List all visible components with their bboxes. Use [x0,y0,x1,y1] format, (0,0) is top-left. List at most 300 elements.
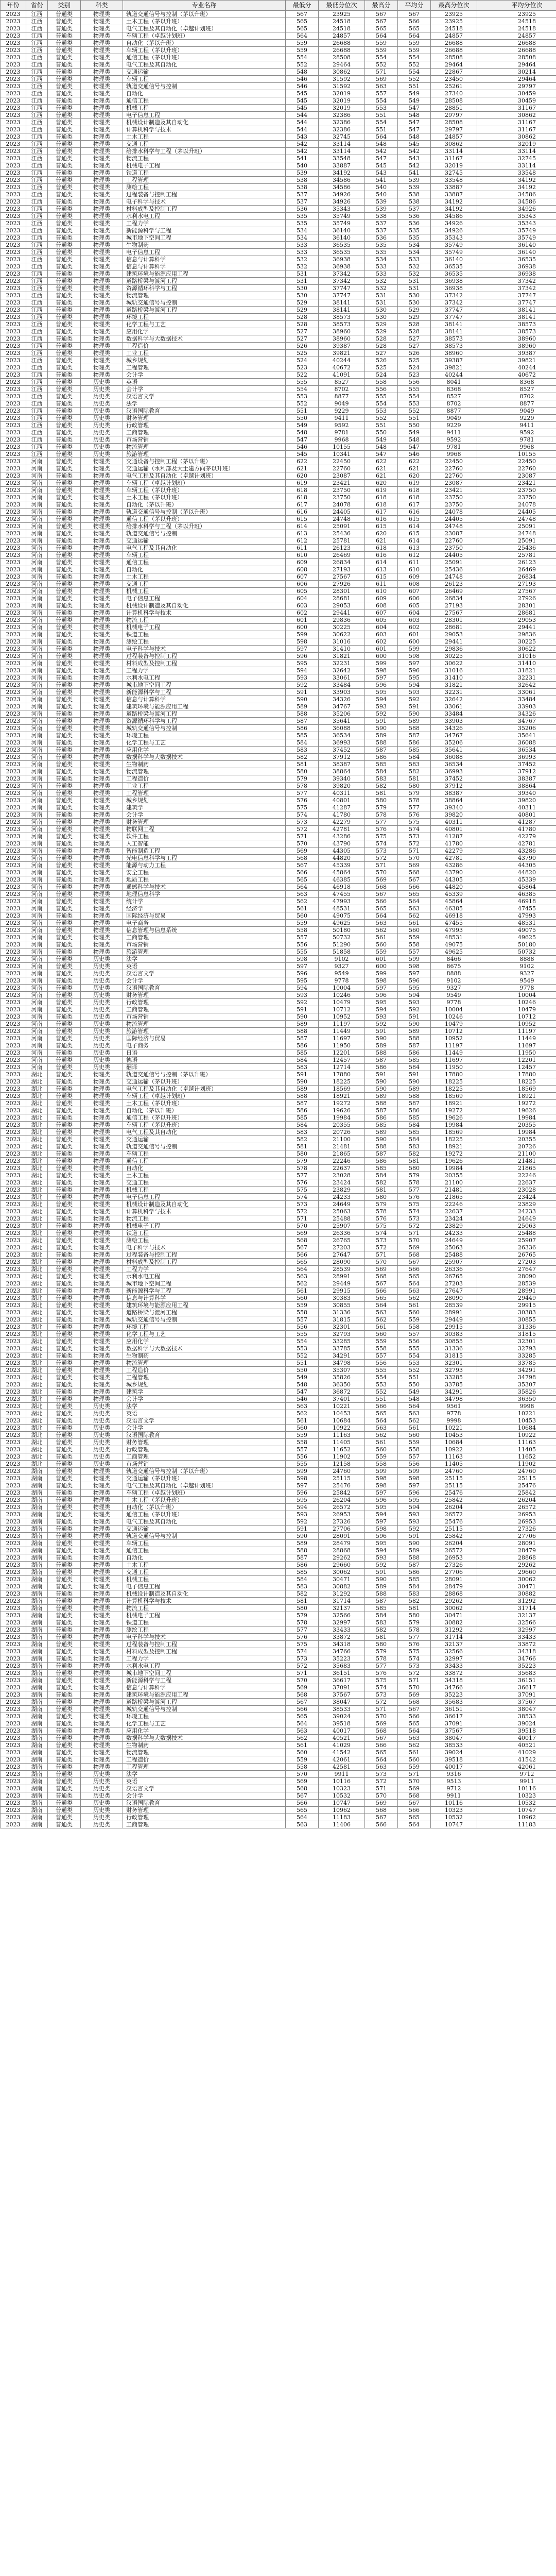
cell-category: 普通类 [48,884,81,891]
cell-major: 测绘工程 [123,638,286,646]
cell-min-score: 597 [286,1482,319,1489]
cell-subject: 物理类 [81,314,123,321]
table-row [1,299,556,307]
cell-max-rank: 18225 [431,1086,477,1093]
cell-province: 江西 [26,105,48,112]
cell-category: 普通类 [48,393,81,400]
cell-subject: 物理类 [81,848,123,855]
cell-max-rank: 9316 [431,1771,477,1778]
cell-province: 湖北 [26,1071,48,1078]
cell-avg-rank: 41780 [477,826,556,833]
cell-category: 普通类 [48,934,81,941]
cell-province: 河南 [26,682,48,689]
cell-min-score: 591 [286,689,319,696]
cell-category: 普通类 [48,263,81,270]
cell-max-rank: 10684 [431,1439,477,1446]
cell-min-rank: 37452 [319,747,365,754]
cell-year: 2023 [1,1360,26,1367]
cell-major: 英语 [123,963,286,970]
cell-max-score: 554 [365,400,398,408]
cell-subject: 物理类 [81,1316,123,1324]
cell-province: 河南 [26,920,48,927]
cell-min-score: 528 [286,314,319,321]
header-major: 专业名称 [123,1,286,11]
cell-major: 交通设备与控制工程（茅以升班） [123,458,286,465]
cell-major: 电子商务 [123,920,286,927]
cell-avg-rank: 38573 [477,321,556,328]
cell-major: 电气工程及其自动化 [123,1129,286,1136]
cell-major: 通信工程（茅以升班） [123,516,286,523]
cell-year: 2023 [1,90,26,97]
cell-subject: 物理类 [81,761,123,768]
cell-max-rank: 25476 [431,1489,477,1497]
cell-subject: 物理类 [81,1158,123,1165]
cell-min-score: 589 [286,703,319,710]
cell-major: 信息与计算科学 [123,1295,286,1302]
cell-major: 应用化学 [123,1727,286,1735]
cell-subject: 物理类 [81,739,123,747]
cell-subject: 物理类 [81,270,123,278]
cell-year: 2023 [1,170,26,177]
cell-avg-score: 585 [398,1057,431,1064]
cell-year: 2023 [1,220,26,227]
cell-max-score: 573 [365,1691,398,1699]
cell-year: 2023 [1,422,26,429]
cell-avg-score: 576 [398,1194,431,1201]
cell-max-rank: 10221 [431,1425,477,1432]
table-row [1,1352,556,1360]
cell-year: 2023 [1,1273,26,1280]
cell-min-rank: 36938 [319,256,365,263]
cell-max-score: 594 [365,1511,398,1518]
cell-year: 2023 [1,941,26,948]
cell-min-score: 583 [286,1064,319,1071]
cell-avg-score: 614 [398,523,431,530]
cell-province: 江西 [26,400,48,408]
cell-subject: 物理类 [81,1497,123,1504]
cell-major: 材料成型及控制工程 [123,206,286,213]
cell-year: 2023 [1,227,26,234]
cell-province: 江西 [26,227,48,234]
cell-min-rank: 31336 [319,1309,365,1316]
cell-major: 信息与计算科学 [123,263,286,270]
cell-max-rank: 26123 [431,581,477,588]
cell-max-score: 564 [365,1302,398,1309]
cell-major: 工程管理 [123,1374,286,1381]
cell-max-rank: 24857 [431,32,477,40]
cell-min-rank: 20355 [319,1122,365,1129]
cell-max-score: 537 [365,220,398,227]
cell-subject: 物理类 [81,573,123,581]
cell-min-score: 621 [286,465,319,472]
cell-avg-rank: 22246 [477,1172,556,1179]
cell-category: 普通类 [48,1287,81,1295]
table-row [1,1663,556,1670]
cell-avg-score: 548 [398,1396,431,1403]
cell-subject: 物理类 [81,905,123,912]
cell-max-score: 563 [365,1425,398,1432]
cell-category: 普通类 [48,1042,81,1049]
table-row [1,141,556,148]
cell-min-score: 575 [286,804,319,811]
cell-min-score: 589 [286,1540,319,1547]
cell-avg-score: 596 [398,667,431,674]
cell-min-score: 558 [286,1764,319,1771]
cell-year: 2023 [1,1129,26,1136]
cell-year: 2023 [1,1150,26,1158]
cell-major: 铁道工程 [123,1619,286,1626]
cell-year: 2023 [1,263,26,270]
cell-subject: 历史类 [81,1057,123,1064]
cell-avg-rank: 33872 [477,1641,556,1648]
table-row [1,912,556,920]
cell-min-score: 588 [286,1547,319,1554]
cell-subject: 历史类 [81,963,123,970]
cell-major: 电子科学与技术 [123,646,286,653]
cell-avg-rank: 29660 [477,1569,556,1576]
cell-max-score: 569 [365,76,398,83]
cell-province: 湖南 [26,1518,48,1526]
cell-min-score: 552 [286,1352,319,1360]
cell-max-rank: 28090 [431,1295,477,1302]
cell-year: 2023 [1,1388,26,1396]
cell-province: 湖南 [26,1684,48,1691]
cell-avg-score: 594 [398,1504,431,1511]
cell-category: 普通类 [48,602,81,609]
cell-min-score: 559 [286,1432,319,1439]
cell-min-score: 525 [286,350,319,357]
table-row [1,1511,556,1518]
cell-min-score: 614 [286,523,319,530]
table-row [1,90,556,97]
cell-avg-score: 609 [398,573,431,581]
cell-min-score: 611 [286,545,319,552]
cell-avg-score: 586 [398,739,431,747]
cell-max-score: 566 [365,1821,398,1828]
cell-min-rank: 9327 [319,963,365,970]
cell-avg-score: 598 [398,1475,431,1482]
cell-category: 普通类 [48,1215,81,1223]
cell-major: 汉语国际教育 [123,1432,286,1439]
table-row [1,1150,556,1158]
cell-min-rank: 28991 [319,1273,365,1280]
cell-major: 法学 [123,956,286,963]
cell-avg-rank: 46385 [477,891,556,898]
cell-avg-rank: 9911 [477,1778,556,1785]
cell-province: 河南 [26,934,48,941]
cell-max-rank: 34586 [431,213,477,220]
table-row [1,1771,556,1778]
table-row [1,855,556,862]
cell-max-score: 556 [365,386,398,393]
cell-min-rank: 39821 [319,350,365,357]
cell-min-score: 544 [286,126,319,133]
cell-year: 2023 [1,328,26,335]
cell-subject: 物理类 [81,1547,123,1554]
table-row [1,992,556,999]
cell-min-rank: 18921 [319,1093,365,1100]
cell-max-rank: 9998 [431,1417,477,1425]
cell-major: 工程力学 [123,1655,286,1663]
cell-year: 2023 [1,588,26,595]
cell-min-score: 561 [286,1742,319,1749]
cell-province: 湖南 [26,1792,48,1800]
cell-max-rank: 27567 [431,609,477,617]
cell-year: 2023 [1,1439,26,1446]
cell-subject: 物理类 [81,487,123,494]
cell-min-rank: 32137 [319,1605,365,1612]
cell-min-rank: 36140 [319,234,365,242]
cell-subject: 物理类 [81,826,123,833]
cell-max-score: 588 [365,1143,398,1150]
cell-year: 2023 [1,1814,26,1821]
cell-subject: 物理类 [81,1634,123,1641]
cell-avg-rank: 38141 [477,314,556,321]
cell-avg-score: 589 [398,1028,431,1035]
cell-avg-rank: 35749 [477,227,556,234]
cell-province: 湖北 [26,1331,48,1338]
table-row [1,350,556,357]
cell-subject: 物理类 [81,206,123,213]
table-row [1,1439,556,1446]
table-row [1,133,556,141]
cell-year: 2023 [1,1800,26,1807]
cell-subject: 物理类 [81,912,123,920]
cell-max-rank: 26204 [431,1540,477,1547]
cell-province: 河南 [26,804,48,811]
cell-category: 普通类 [48,1453,81,1461]
cell-min-rank: 10155 [319,444,365,451]
cell-min-score: 555 [286,1331,319,1338]
cell-avg-score: 581 [398,775,431,783]
cell-major: 车辆工程（卓越计划班） [123,32,286,40]
cell-min-rank: 25436 [319,530,365,537]
cell-province: 江西 [26,191,48,198]
cell-avg-score: 568 [398,1699,431,1706]
cell-year: 2023 [1,509,26,516]
table-row [1,184,556,191]
cell-province: 河南 [26,696,48,703]
cell-avg-rank: 39340 [477,790,556,797]
cell-avg-score: 576 [398,811,431,819]
table-row [1,1172,556,1179]
cell-min-rank: 31292 [319,1590,365,1598]
cell-year: 2023 [1,285,26,292]
cell-subject: 物理类 [81,703,123,710]
table-row [1,227,556,234]
cell-year: 2023 [1,1821,26,1828]
cell-subject: 物理类 [81,537,123,545]
table-row [1,1259,556,1266]
cell-min-rank: 12457 [319,1057,365,1064]
cell-major: 工商管理 [123,934,286,941]
cell-max-score: 579 [365,804,398,811]
cell-province: 湖北 [26,1396,48,1403]
cell-province: 河南 [26,638,48,646]
cell-year: 2023 [1,400,26,408]
cell-avg-score: 525 [398,357,431,364]
cell-year: 2023 [1,804,26,811]
cell-category: 普通类 [48,1518,81,1526]
cell-min-score: 564 [286,32,319,40]
cell-min-rank: 32745 [319,133,365,141]
cell-avg-score: 616 [398,509,431,516]
cell-category: 普通类 [48,1179,81,1187]
cell-province: 江西 [26,69,48,76]
cell-max-score: 589 [365,1129,398,1136]
cell-avg-rank: 30882 [477,1590,556,1598]
cell-min-rank: 10712 [319,1006,365,1013]
cell-category: 普通类 [48,1136,81,1143]
cell-min-rank: 25842 [319,1489,365,1497]
cell-avg-score: 549 [398,90,431,97]
cell-max-score: 597 [365,985,398,992]
cell-min-rank: 41780 [319,811,365,819]
cell-avg-rank: 37912 [477,768,556,775]
cell-category: 普通类 [48,804,81,811]
cell-max-score: 567 [365,1735,398,1742]
cell-avg-rank: 36140 [477,249,556,256]
cell-province: 湖北 [26,1122,48,1129]
cell-max-score: 537 [365,227,398,234]
cell-major: 城市地下空间工程 [123,1670,286,1677]
table-row [1,1533,556,1540]
cell-min-score: 569 [286,1778,319,1785]
cell-year: 2023 [1,725,26,732]
table-row [1,1251,556,1259]
cell-province: 江西 [26,328,48,335]
cell-subject: 历史类 [81,1410,123,1417]
cell-max-score: 596 [365,682,398,689]
header-min-rank: 最低分位次 [319,1,365,11]
cell-avg-rank: 10479 [477,1006,556,1013]
table-row [1,1143,556,1150]
cell-subject: 物理类 [81,667,123,674]
cell-min-score: 570 [286,1771,319,1778]
cell-year: 2023 [1,1742,26,1749]
cell-min-score: 571 [286,1215,319,1223]
cell-min-rank: 41029 [319,1742,365,1749]
cell-category: 普通类 [48,487,81,494]
cell-min-rank: 23925 [319,11,365,18]
cell-province: 江西 [26,119,48,126]
cell-year: 2023 [1,1251,26,1259]
cell-min-score: 591 [286,1526,319,1533]
cell-avg-rank: 9229 [477,415,556,422]
cell-province: 河南 [26,516,48,523]
table-row [1,1165,556,1172]
cell-max-score: 585 [365,1605,398,1612]
cell-year: 2023 [1,141,26,148]
cell-category: 普通类 [48,32,81,40]
cell-max-score: 621 [365,472,398,480]
cell-max-score: 568 [365,1727,398,1735]
cell-max-rank: 40311 [431,819,477,826]
cell-min-rank: 23421 [319,480,365,487]
cell-province: 江西 [26,83,48,90]
cell-avg-score: 527 [398,343,431,350]
cell-subject: 物理类 [81,1244,123,1251]
cell-min-rank: 23829 [319,1187,365,1194]
cell-min-score: 569 [286,848,319,855]
cell-year: 2023 [1,133,26,141]
cell-max-score: 594 [365,1547,398,1554]
cell-max-rank: 22760 [431,465,477,472]
cell-avg-rank: 26765 [477,1251,556,1259]
cell-year: 2023 [1,1345,26,1352]
cell-province: 河南 [26,862,48,869]
cell-year: 2023 [1,884,26,891]
cell-year: 2023 [1,667,26,674]
cell-avg-score: 530 [398,292,431,299]
cell-category: 普通类 [48,948,81,956]
cell-year: 2023 [1,429,26,436]
cell-max-rank: 39820 [431,811,477,819]
cell-min-score: 585 [286,1569,319,1576]
cell-avg-rank: 32301 [477,1338,556,1345]
cell-avg-score: 579 [398,1172,431,1179]
cell-major: 电子信息工程 [123,112,286,119]
cell-min-score: 590 [286,1013,319,1021]
cell-province: 湖北 [26,1410,48,1417]
cell-province: 湖南 [26,1720,48,1727]
cell-category: 普通类 [48,682,81,689]
table-row [1,501,556,509]
cell-min-rank: 46918 [319,884,365,891]
cell-avg-rank: 37342 [477,278,556,285]
cell-min-rank: 9411 [319,415,365,422]
cell-max-rank: 27326 [431,1562,477,1569]
table-row [1,162,556,170]
cell-max-rank: 25115 [431,1475,477,1482]
cell-province: 湖北 [26,1237,48,1244]
cell-province: 河南 [26,1064,48,1071]
cell-year: 2023 [1,76,26,83]
cell-avg-score: 613 [398,545,431,552]
cell-max-score: 560 [365,1331,398,1338]
cell-avg-score: 578 [398,1626,431,1634]
cell-min-rank: 24649 [319,1201,365,1208]
cell-major: 生物制药 [123,761,286,768]
table-row [1,1028,556,1035]
cell-max-rank: 27340 [431,90,477,97]
cell-province: 湖北 [26,1425,48,1432]
cell-province: 江西 [26,220,48,227]
cell-province: 湖南 [26,1785,48,1792]
cell-province: 湖南 [26,1554,48,1562]
cell-min-score: 618 [286,487,319,494]
cell-major: 车辆工程（卓越计划班） [123,480,286,487]
cell-max-rank: 25476 [431,1518,477,1526]
cell-min-rank: 50732 [319,934,365,941]
cell-year: 2023 [1,1655,26,1663]
cell-min-score: 595 [286,660,319,667]
table-row [1,1129,556,1136]
cell-avg-score: 565 [398,25,431,32]
cell-major: 土木工程 [123,133,286,141]
cell-subject: 物理类 [81,1518,123,1526]
cell-category: 普通类 [48,1165,81,1172]
cell-max-score: 552 [365,61,398,69]
cell-avg-rank: 9998 [477,1403,556,1410]
cell-major: 建筑学 [123,804,286,811]
cell-max-score: 598 [365,1475,398,1482]
cell-max-score: 567 [365,11,398,18]
cell-max-score: 554 [365,1374,398,1381]
cell-min-score: 593 [286,674,319,682]
cell-province: 湖北 [26,1129,48,1136]
cell-category: 普通类 [48,1093,81,1100]
